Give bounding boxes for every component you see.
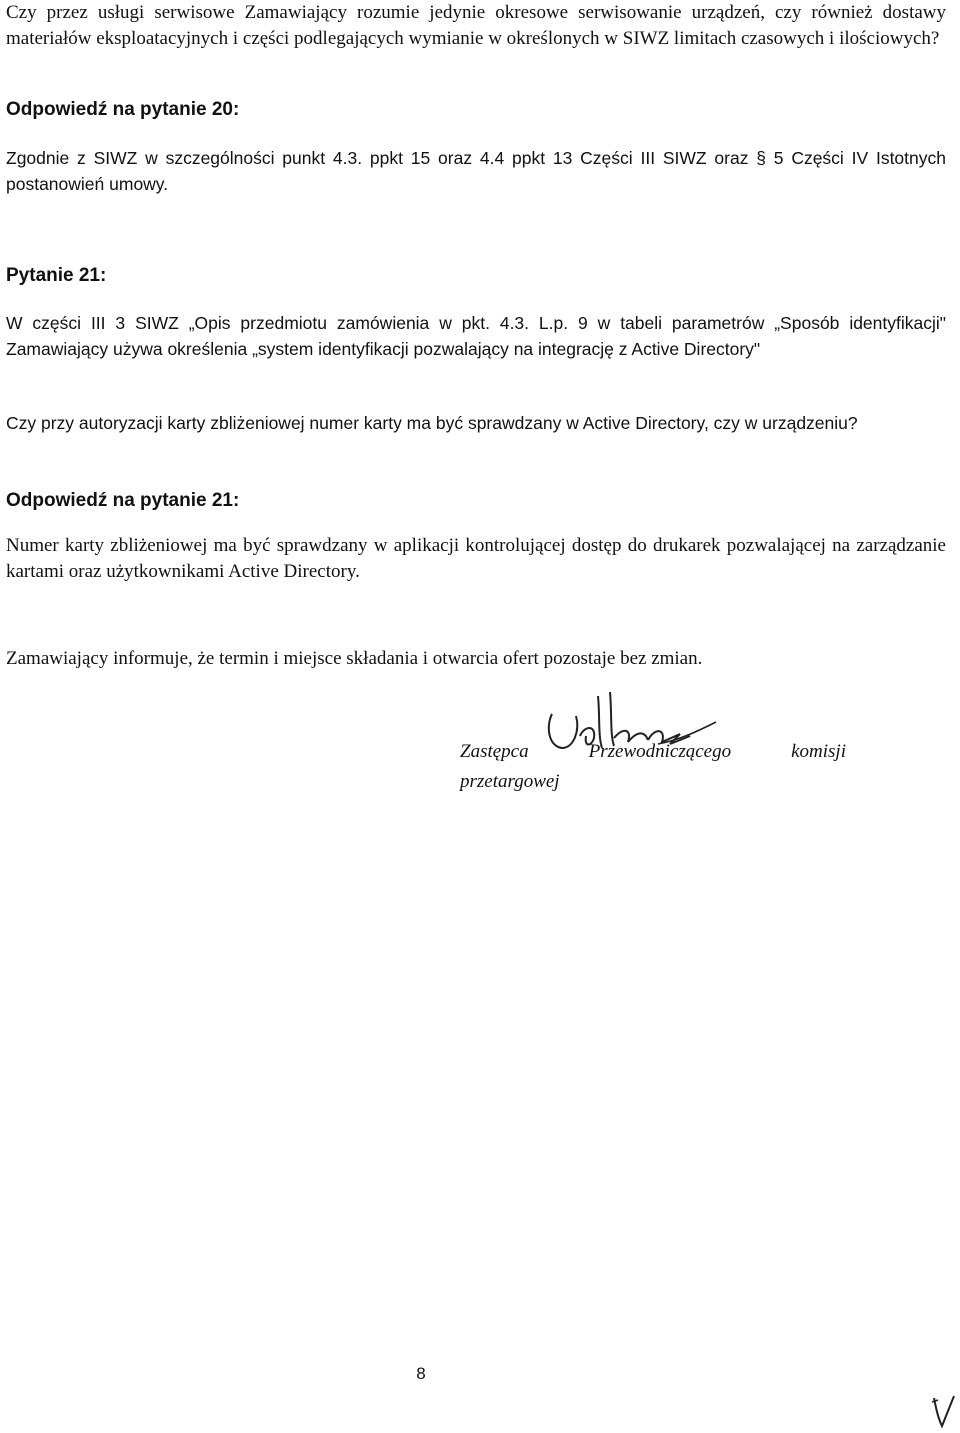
closing-statement: Zamawiający informuje, że termin i miejsce składania i otwarcia ofert pozostaje bez zmian. (6, 648, 703, 669)
question-21-question: Czy przy autoryzacji karty zbliżeniowej numer karty ma być sprawdzany w Active Directory, czy w urządzeniu? (6, 413, 858, 433)
handwritten-initial (930, 1392, 958, 1430)
question-20-text: Czy przez usługi serwisowe Zamawiający rozumie jedynie okresowe serwisowanie urządzeń, czy również dostawy materiałów eksploatacyjnych i części podlegających wymianie w określonych w SIWZ limitach czasowych i ilościowych? (6, 2, 946, 49)
question-21-heading: Pytanie 21: (6, 265, 107, 286)
page-number: 8 (416, 1364, 426, 1383)
signatory-title-continued: przetargowej (460, 771, 560, 792)
answer-21-text: Numer karty zbliżeniowej ma być sprawdzany w aplikacji kontrolującej dostęp do drukarek pozwalającej na zarządzanie kartami oraz użytkownikami Active Directory. (6, 535, 946, 582)
answer-20-text: Zgodnie z SIWZ w szczególności punkt 4.3. ppkt 15 oraz 4.4 ppkt 13 Części III SIWZ oraz § 5 Części IV Istotnych postanowień umowy. (6, 148, 946, 194)
question-21-text: W części III 3 SIWZ „Opis przedmiotu zamówienia w pkt. 4.3. L.p. 9 w tabeli parametrów „Sposób identyfikacji" Zamawiający używa określenia „system identyfikacji pozwalający na integrację z Active Directory" (6, 313, 946, 359)
answer-20-heading: Odpowiedź na pytanie 20: (6, 99, 240, 120)
signatory-title: Zastępca Przewodniczącego komisji (460, 741, 846, 762)
answer-21-heading: Odpowiedź na pytanie 21: (6, 490, 240, 511)
